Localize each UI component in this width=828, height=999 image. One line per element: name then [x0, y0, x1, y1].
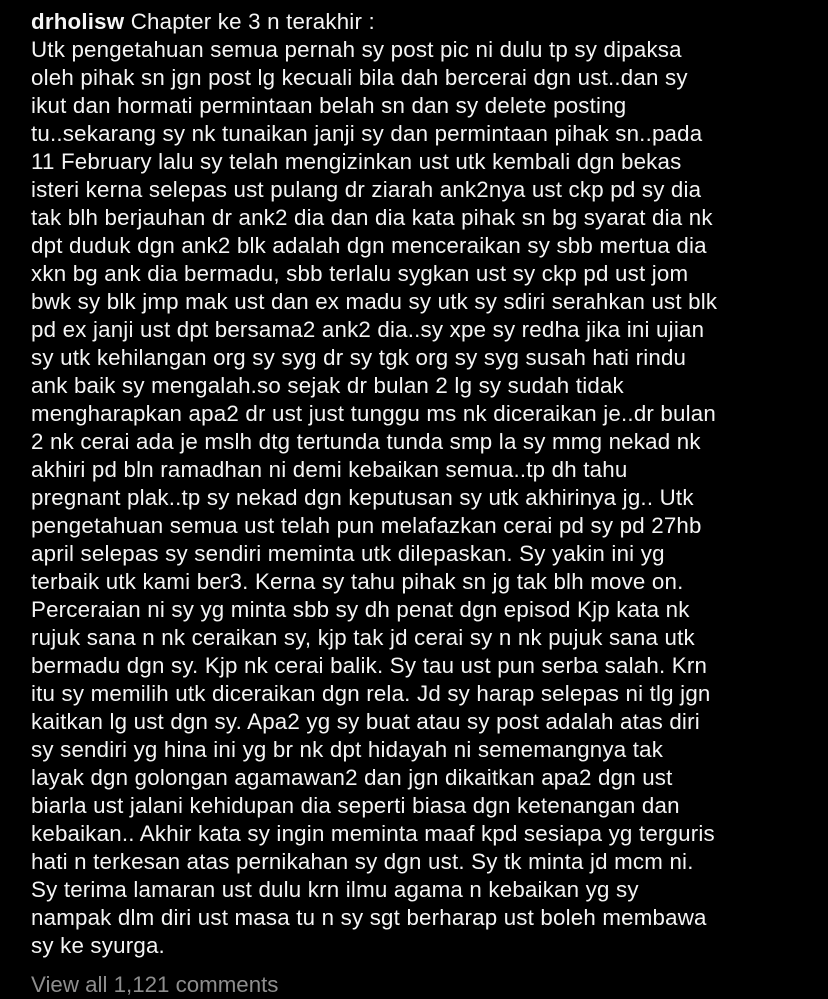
- caption-line: tu..sekarang sy nk tunaikan janji sy dan permintaan pihak sn..pada: [31, 121, 703, 146]
- caption-line: itu sy memilih utk diceraikan dgn rela. Jd sy harap selepas ni tlg jgn: [31, 681, 711, 706]
- caption-line: bwk sy blk jmp mak ust dan ex madu sy utk sy sdiri serahkan ust blk: [31, 289, 718, 314]
- caption-line: pd ex janji ust dpt bersama2 ank2 dia..sy xpe sy redha jika ini ujian: [31, 317, 705, 342]
- caption-line: kebaikan.. Akhir kata sy ingin meminta maaf kpd sesiapa yg terguris: [31, 821, 715, 846]
- caption-line: akhiri pd bln ramadhan ni demi kebaikan semua..tp dh tahu: [31, 457, 628, 482]
- caption-line: rujuk sana n nk ceraikan sy, kjp tak jd cerai sy n nk pujuk sana utk: [31, 625, 695, 650]
- caption-line: biarla ust jalani kehidupan dia seperti biasa dgn ketenangan dan: [31, 793, 680, 818]
- caption-line: oleh pihak sn jgn post lg kecuali bila dah bercerai dgn ust..dan sy: [31, 65, 688, 90]
- caption-line: april selepas sy sendiri meminta utk dilepaskan. Sy yakin ini yg: [31, 541, 665, 566]
- scrollbar[interactable]: [817, 0, 824, 986]
- caption-line: ikut dan hormati permintaan belah sn dan sy delete posting: [31, 93, 627, 118]
- caption-line: sy sendiri yg hina ini yg br nk dpt hidayah ni sememangnya tak: [31, 737, 664, 762]
- caption-line: pregnant plak..tp sy nekad dgn keputusan sy utk akhirinya jg.. Utk: [31, 485, 694, 510]
- caption-line: dpt duduk dgn ank2 blk adalah dgn menceraikan sy sbb mertua dia: [31, 233, 707, 258]
- caption-line: mengharapkan apa2 dr ust just tunggu ms nk diceraikan je..dr bulan: [31, 401, 716, 426]
- caption-title: Chapter ke 3 n terakhir :: [130, 9, 375, 34]
- caption-line: Perceraian ni sy yg minta sbb sy dh penat dgn episod Kjp kata nk: [31, 597, 690, 622]
- view-comments-link[interactable]: View all 1,121 comments: [31, 972, 279, 997]
- caption-line: bermadu dgn sy. Kjp nk cerai balik. Sy tau ust pun serba salah. Krn: [31, 653, 708, 678]
- caption-line: nampak dlm diri ust masa tu n sy sgt berharap ust boleh membawa: [31, 905, 707, 930]
- caption-line: xkn bg ank dia bermadu, sbb terlalu sygkan ust sy ckp pd ust jom: [31, 261, 689, 286]
- caption-line: sy ke syurga.: [31, 933, 165, 958]
- caption-line: 2 nk cerai ada je mslh dtg tertunda tunda smp la sy mmg nekad nk: [31, 429, 701, 454]
- post-caption: [31, 8, 811, 960]
- caption-line: tak blh berjauhan dr ank2 dia dan dia kata pihak sn bg syarat dia nk: [31, 205, 713, 230]
- caption-line: kaitkan lg ust dgn sy. Apa2 yg sy buat atau sy post adalah atas diri: [31, 709, 700, 734]
- caption-line: Sy terima lamaran ust dulu krn ilmu agama n kebaikan yg sy: [31, 877, 639, 902]
- caption-line: Utk pengetahuan semua pernah sy post pic ni dulu tp sy dipaksa: [31, 37, 682, 62]
- caption-line: hati n terkesan atas pernikahan sy dgn ust. Sy tk minta jd mcm ni.: [31, 849, 694, 874]
- caption-line: pengetahuan semua ust telah pun melafazkan cerai pd sy pd 27hb: [31, 513, 702, 538]
- caption-line: sy utk kehilangan org sy syg dr sy tgk org sy syg susah hati rindu: [31, 345, 687, 370]
- caption-line: 11 February lalu sy telah mengizinkan ust utk kembali dgn bekas: [31, 149, 682, 174]
- username-link[interactable]: drholisw: [31, 9, 125, 34]
- caption-line: terbaik utk kami ber3. Kerna sy tahu pihak sn jg tak blh move on.: [31, 569, 684, 594]
- caption-line: isteri kerna selepas ust pulang dr ziarah ank2nya ust ckp pd sy dia: [31, 177, 702, 202]
- caption-header: [31, 8, 811, 36]
- caption-line: ank baik sy mengalah.so sejak dr bulan 2 lg sy sudah tidak: [31, 373, 624, 398]
- scrollbar-thumb[interactable]: [818, 36, 824, 106]
- caption-line: layak dgn golongan agamawan2 dan jgn dikaitkan apa2 dgn ust: [31, 765, 673, 790]
